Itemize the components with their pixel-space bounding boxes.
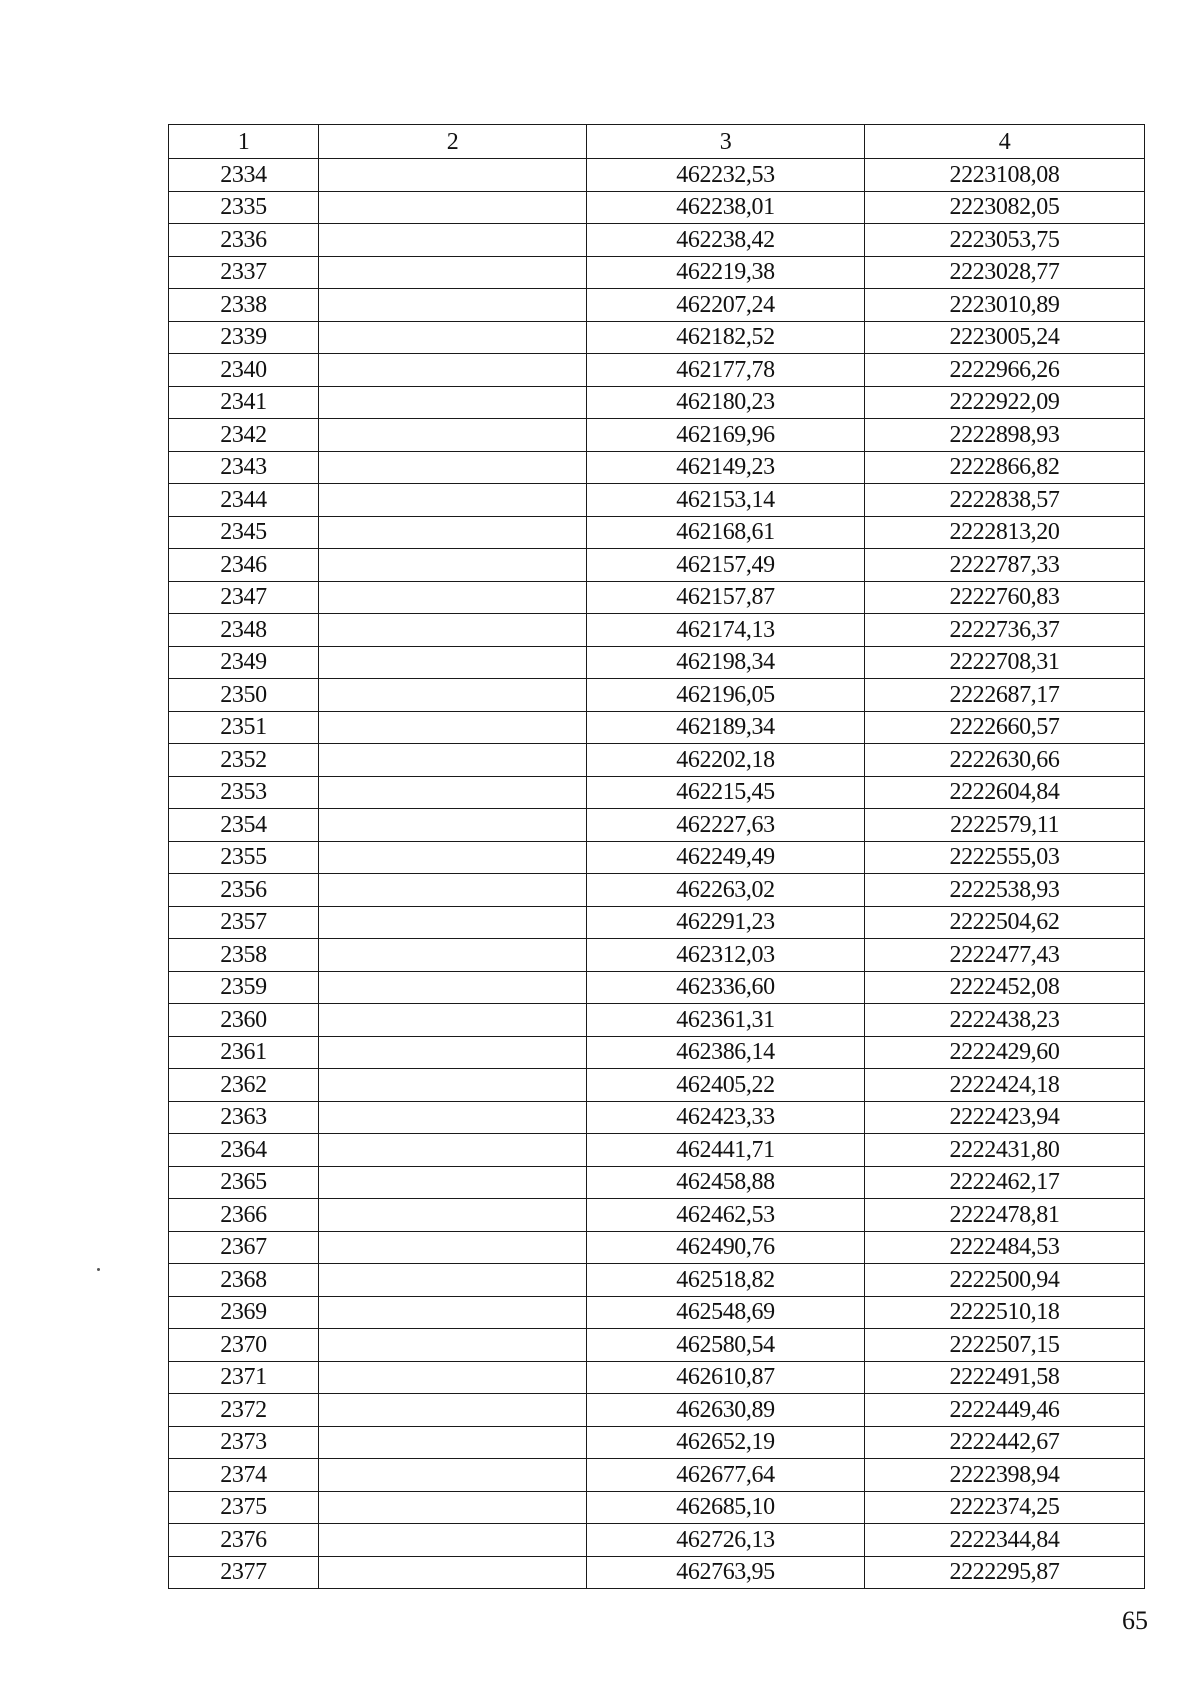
point-number-cell: 2339 [169, 321, 319, 354]
x-coordinate-cell: 462677,64 [587, 1459, 865, 1492]
empty-cell [319, 1491, 587, 1524]
x-coordinate-cell: 462207,24 [587, 289, 865, 322]
table-body [169, 159, 1145, 1589]
x-coordinate-cell: 462198,34 [587, 646, 865, 679]
y-coordinate-cell: 2223053,75 [865, 224, 1145, 257]
point-number-cell: 2346 [169, 549, 319, 582]
point-number-cell: 2359 [169, 971, 319, 1004]
table-row [169, 1361, 1145, 1394]
x-coordinate-cell: 462249,49 [587, 841, 865, 874]
x-coordinate-cell: 462291,23 [587, 906, 865, 939]
table-row [169, 321, 1145, 354]
empty-cell [319, 549, 587, 582]
point-number-cell: 2357 [169, 906, 319, 939]
x-coordinate-cell: 462610,87 [587, 1361, 865, 1394]
y-coordinate-cell: 2222478,81 [865, 1199, 1145, 1232]
table-row [169, 484, 1145, 517]
y-coordinate-cell: 2222477,43 [865, 939, 1145, 972]
y-coordinate-cell: 2222429,60 [865, 1036, 1145, 1069]
table-header-row [169, 125, 1145, 159]
point-number-cell: 2362 [169, 1069, 319, 1102]
y-coordinate-cell: 2222966,26 [865, 354, 1145, 387]
y-coordinate-cell: 2222374,25 [865, 1491, 1145, 1524]
x-coordinate-cell: 462441,71 [587, 1134, 865, 1167]
y-coordinate-cell: 2222398,94 [865, 1459, 1145, 1492]
table-row [169, 1556, 1145, 1589]
point-number-cell: 2345 [169, 516, 319, 549]
point-number-cell: 2352 [169, 744, 319, 777]
empty-cell [319, 1459, 587, 1492]
point-number-cell: 2351 [169, 711, 319, 744]
column-header: 1 [169, 125, 319, 159]
y-coordinate-cell: 2222787,33 [865, 549, 1145, 582]
empty-cell [319, 1231, 587, 1264]
column-header: 3 [587, 125, 865, 159]
table-row [169, 841, 1145, 874]
table-row [169, 1199, 1145, 1232]
point-number-cell: 2342 [169, 419, 319, 452]
x-coordinate-cell: 462215,45 [587, 776, 865, 809]
empty-cell [319, 776, 587, 809]
table-row [169, 939, 1145, 972]
empty-cell [319, 1556, 587, 1589]
y-coordinate-cell: 2222630,66 [865, 744, 1145, 777]
y-coordinate-cell: 2222431,80 [865, 1134, 1145, 1167]
x-coordinate-cell: 462490,76 [587, 1231, 865, 1264]
x-coordinate-cell: 462630,89 [587, 1394, 865, 1427]
x-coordinate-cell: 462548,69 [587, 1296, 865, 1329]
empty-cell [319, 1361, 587, 1394]
table-row [169, 1231, 1145, 1264]
point-number-cell: 2370 [169, 1329, 319, 1362]
x-coordinate-cell: 462153,14 [587, 484, 865, 517]
table-row [169, 874, 1145, 907]
x-coordinate-cell: 462361,31 [587, 1004, 865, 1037]
y-coordinate-cell: 2222423,94 [865, 1101, 1145, 1134]
y-coordinate-cell: 2222736,37 [865, 614, 1145, 647]
point-number-cell: 2375 [169, 1491, 319, 1524]
table-row [169, 1394, 1145, 1427]
empty-cell [319, 1069, 587, 1102]
empty-cell [319, 841, 587, 874]
empty-cell [319, 191, 587, 224]
table-row [169, 1459, 1145, 1492]
x-coordinate-cell: 462685,10 [587, 1491, 865, 1524]
x-coordinate-cell: 462202,18 [587, 744, 865, 777]
y-coordinate-cell: 2223082,05 [865, 191, 1145, 224]
y-coordinate-cell: 2222491,58 [865, 1361, 1145, 1394]
x-coordinate-cell: 462196,05 [587, 679, 865, 712]
table-row [169, 646, 1145, 679]
y-coordinate-cell: 2222813,20 [865, 516, 1145, 549]
point-number-cell: 2353 [169, 776, 319, 809]
table-row [169, 809, 1145, 842]
y-coordinate-cell: 2223010,89 [865, 289, 1145, 322]
table-row [169, 679, 1145, 712]
y-coordinate-cell: 2222838,57 [865, 484, 1145, 517]
y-coordinate-cell: 2222922,09 [865, 386, 1145, 419]
empty-cell [319, 1134, 587, 1167]
empty-cell [319, 1264, 587, 1297]
point-number-cell: 2373 [169, 1426, 319, 1459]
x-coordinate-cell: 462312,03 [587, 939, 865, 972]
table-row [169, 744, 1145, 777]
point-number-cell: 2341 [169, 386, 319, 419]
point-number-cell: 2334 [169, 159, 319, 192]
y-coordinate-cell: 2222452,08 [865, 971, 1145, 1004]
empty-cell [319, 1036, 587, 1069]
point-number-cell: 2369 [169, 1296, 319, 1329]
y-coordinate-cell: 2222510,18 [865, 1296, 1145, 1329]
empty-cell [319, 321, 587, 354]
y-coordinate-cell: 2222424,18 [865, 1069, 1145, 1102]
point-number-cell: 2337 [169, 256, 319, 289]
x-coordinate-cell: 462386,14 [587, 1036, 865, 1069]
empty-cell [319, 1426, 587, 1459]
empty-cell [319, 1394, 587, 1427]
point-number-cell: 2343 [169, 451, 319, 484]
y-coordinate-cell: 2223028,77 [865, 256, 1145, 289]
point-number-cell: 2336 [169, 224, 319, 257]
y-coordinate-cell: 2222500,94 [865, 1264, 1145, 1297]
empty-cell [319, 1296, 587, 1329]
y-coordinate-cell: 2222866,82 [865, 451, 1145, 484]
empty-cell [319, 1166, 587, 1199]
empty-cell [319, 809, 587, 842]
point-number-cell: 2374 [169, 1459, 319, 1492]
empty-cell [319, 386, 587, 419]
point-number-cell: 2377 [169, 1556, 319, 1589]
table-row [169, 451, 1145, 484]
x-coordinate-cell: 462168,61 [587, 516, 865, 549]
point-number-cell: 2366 [169, 1199, 319, 1232]
x-coordinate-cell: 462219,38 [587, 256, 865, 289]
x-coordinate-cell: 462238,42 [587, 224, 865, 257]
table-row [169, 1069, 1145, 1102]
table-row [169, 1524, 1145, 1557]
point-number-cell: 2355 [169, 841, 319, 874]
table-row [169, 971, 1145, 1004]
table-row [169, 1004, 1145, 1037]
point-number-cell: 2360 [169, 1004, 319, 1037]
table-row [169, 354, 1145, 387]
x-coordinate-cell: 462157,87 [587, 581, 865, 614]
point-number-cell: 2354 [169, 809, 319, 842]
empty-cell [319, 159, 587, 192]
point-number-cell: 2338 [169, 289, 319, 322]
empty-cell [319, 484, 587, 517]
empty-cell [319, 224, 587, 257]
point-number-cell: 2367 [169, 1231, 319, 1264]
x-coordinate-cell: 462149,23 [587, 451, 865, 484]
table-row [169, 1134, 1145, 1167]
x-coordinate-cell: 462458,88 [587, 1166, 865, 1199]
y-coordinate-cell: 2222295,87 [865, 1556, 1145, 1589]
empty-cell [319, 646, 587, 679]
empty-cell [319, 419, 587, 452]
x-coordinate-cell: 462726,13 [587, 1524, 865, 1557]
empty-cell [319, 744, 587, 777]
empty-cell [319, 874, 587, 907]
table-row [169, 386, 1145, 419]
empty-cell [319, 971, 587, 1004]
table-row [169, 516, 1145, 549]
table-row [169, 1426, 1145, 1459]
x-coordinate-cell: 462180,23 [587, 386, 865, 419]
y-coordinate-cell: 2222687,17 [865, 679, 1145, 712]
empty-cell [319, 451, 587, 484]
empty-cell [319, 1101, 587, 1134]
point-number-cell: 2365 [169, 1166, 319, 1199]
column-header: 2 [319, 125, 587, 159]
point-number-cell: 2371 [169, 1361, 319, 1394]
empty-cell [319, 256, 587, 289]
empty-cell [319, 1199, 587, 1232]
table-row [169, 1101, 1145, 1134]
x-coordinate-cell: 462336,60 [587, 971, 865, 1004]
empty-cell [319, 516, 587, 549]
table-row [169, 159, 1145, 192]
x-coordinate-cell: 462169,96 [587, 419, 865, 452]
point-number-cell: 2363 [169, 1101, 319, 1134]
x-coordinate-cell: 462263,02 [587, 874, 865, 907]
y-coordinate-cell: 2222484,53 [865, 1231, 1145, 1264]
y-coordinate-cell: 2222504,62 [865, 906, 1145, 939]
y-coordinate-cell: 2222344,84 [865, 1524, 1145, 1557]
point-number-cell: 2340 [169, 354, 319, 387]
point-number-cell: 2368 [169, 1264, 319, 1297]
empty-cell [319, 289, 587, 322]
x-coordinate-cell: 462174,13 [587, 614, 865, 647]
y-coordinate-cell: 2222604,84 [865, 776, 1145, 809]
empty-cell [319, 581, 587, 614]
column-header: 4 [865, 125, 1145, 159]
y-coordinate-cell: 2222898,93 [865, 419, 1145, 452]
y-coordinate-cell: 2222660,57 [865, 711, 1145, 744]
y-coordinate-cell: 2222555,03 [865, 841, 1145, 874]
point-number-cell: 2376 [169, 1524, 319, 1557]
x-coordinate-cell: 462652,19 [587, 1426, 865, 1459]
point-number-cell: 2358 [169, 939, 319, 972]
x-coordinate-cell: 462238,01 [587, 191, 865, 224]
x-coordinate-cell: 462462,53 [587, 1199, 865, 1232]
point-number-cell: 2348 [169, 614, 319, 647]
table-row [169, 1264, 1145, 1297]
table-row [169, 289, 1145, 322]
x-coordinate-cell: 462157,49 [587, 549, 865, 582]
table-row [169, 191, 1145, 224]
y-coordinate-cell: 2222462,17 [865, 1166, 1145, 1199]
y-coordinate-cell: 2222438,23 [865, 1004, 1145, 1037]
empty-cell [319, 1524, 587, 1557]
table-row [169, 776, 1145, 809]
empty-cell [319, 679, 587, 712]
y-coordinate-cell: 2223005,24 [865, 321, 1145, 354]
y-coordinate-cell: 2222579,11 [865, 809, 1145, 842]
x-coordinate-cell: 462763,95 [587, 1556, 865, 1589]
scan-speck [97, 1268, 100, 1271]
x-coordinate-cell: 462405,22 [587, 1069, 865, 1102]
empty-cell [319, 354, 587, 387]
x-coordinate-cell: 462182,52 [587, 321, 865, 354]
y-coordinate-cell: 2222708,31 [865, 646, 1145, 679]
empty-cell [319, 1329, 587, 1362]
point-number-cell: 2347 [169, 581, 319, 614]
point-number-cell: 2349 [169, 646, 319, 679]
table-row [169, 1296, 1145, 1329]
y-coordinate-cell: 2222760,83 [865, 581, 1145, 614]
coordinates-table-container [168, 124, 1144, 1589]
table-row [169, 1166, 1145, 1199]
table-row [169, 256, 1145, 289]
point-number-cell: 2372 [169, 1394, 319, 1427]
empty-cell [319, 614, 587, 647]
point-number-cell: 2335 [169, 191, 319, 224]
point-number-cell: 2364 [169, 1134, 319, 1167]
point-number-cell: 2356 [169, 874, 319, 907]
table-row [169, 581, 1145, 614]
table-row [169, 614, 1145, 647]
table-row [169, 1491, 1145, 1524]
x-coordinate-cell: 462189,34 [587, 711, 865, 744]
y-coordinate-cell: 2222538,93 [865, 874, 1145, 907]
table-row [169, 906, 1145, 939]
table-row [169, 224, 1145, 257]
x-coordinate-cell: 462518,82 [587, 1264, 865, 1297]
x-coordinate-cell: 462227,63 [587, 809, 865, 842]
x-coordinate-cell: 462232,53 [587, 159, 865, 192]
table-row [169, 1036, 1145, 1069]
coordinates-table [168, 124, 1145, 1589]
y-coordinate-cell: 2222442,67 [865, 1426, 1145, 1459]
empty-cell [319, 939, 587, 972]
page-number: 65 [1122, 1606, 1148, 1635]
empty-cell [319, 1004, 587, 1037]
empty-cell [319, 711, 587, 744]
y-coordinate-cell: 2222507,15 [865, 1329, 1145, 1362]
point-number-cell: 2344 [169, 484, 319, 517]
x-coordinate-cell: 462423,33 [587, 1101, 865, 1134]
table-row [169, 419, 1145, 452]
y-coordinate-cell: 2222449,46 [865, 1394, 1145, 1427]
x-coordinate-cell: 462177,78 [587, 354, 865, 387]
x-coordinate-cell: 462580,54 [587, 1329, 865, 1362]
table-row [169, 1329, 1145, 1362]
table-row [169, 711, 1145, 744]
point-number-cell: 2350 [169, 679, 319, 712]
table-row [169, 549, 1145, 582]
y-coordinate-cell: 2223108,08 [865, 159, 1145, 192]
point-number-cell: 2361 [169, 1036, 319, 1069]
empty-cell [319, 906, 587, 939]
